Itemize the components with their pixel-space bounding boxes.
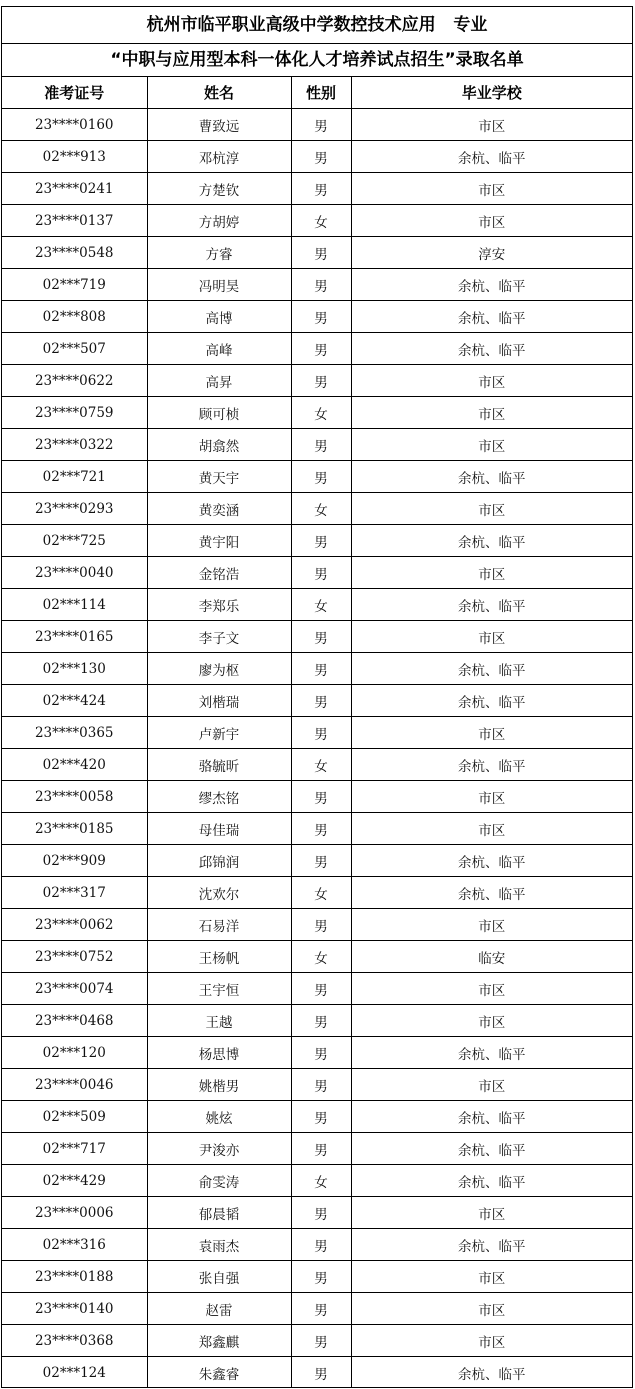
exam-id-cell: 02***509 (2, 1101, 147, 1133)
gender-cell: 男 (291, 237, 351, 269)
table-row (2, 1133, 632, 1165)
exam-id-cell: 23****0006 (2, 1197, 147, 1229)
school-cell: 余杭、临平 (351, 845, 632, 877)
table-row (2, 429, 632, 461)
gender-cell: 男 (291, 1229, 351, 1261)
exam-id-cell: 23****0040 (2, 557, 147, 589)
school-cell: 余杭、临平 (351, 589, 632, 621)
school-cell: 余杭、临平 (351, 1229, 632, 1261)
gender-cell: 男 (291, 525, 351, 557)
name-cell: 沈欢尔 (147, 877, 291, 909)
gender-cell: 男 (291, 1261, 351, 1293)
name-cell: 俞雯涛 (147, 1165, 291, 1197)
exam-id-cell: 02***719 (2, 269, 147, 301)
school-cell: 余杭、临平 (351, 525, 632, 557)
table-row (2, 237, 632, 269)
table-row (2, 1261, 632, 1293)
exam-id-cell: 02***808 (2, 301, 147, 333)
name-cell: 黄天宇 (147, 461, 291, 493)
table-row (2, 461, 632, 493)
gender-cell: 男 (291, 1069, 351, 1101)
name-cell: 姚楷男 (147, 1069, 291, 1101)
gender-cell: 女 (291, 749, 351, 781)
exam-id-cell: 23****0759 (2, 397, 147, 429)
gender-cell: 女 (291, 1165, 351, 1197)
school-cell: 余杭、临平 (351, 1165, 632, 1197)
school-cell: 余杭、临平 (351, 141, 632, 173)
school-cell: 市区 (351, 1005, 632, 1037)
column-header-name: 姓名 (147, 77, 291, 109)
gender-cell: 男 (291, 1357, 351, 1389)
exam-id-cell: 02***120 (2, 1037, 147, 1069)
exam-id-cell: 23****0058 (2, 781, 147, 813)
table-row (2, 1357, 632, 1389)
table-row (2, 269, 632, 301)
name-cell: 骆毓昕 (147, 749, 291, 781)
name-cell: 顾可桢 (147, 397, 291, 429)
school-cell: 市区 (351, 813, 632, 845)
name-cell: 王杨帆 (147, 941, 291, 973)
gender-cell: 男 (291, 685, 351, 717)
table-row (2, 301, 632, 333)
document-title: 杭州市临平职业高级中学数控技术应用 专业 (2, 7, 632, 44)
name-cell: 黄宇阳 (147, 525, 291, 557)
name-cell: 廖为枢 (147, 653, 291, 685)
table-row (2, 813, 632, 845)
school-cell: 市区 (351, 1197, 632, 1229)
table-row (2, 205, 632, 237)
table-row (2, 941, 632, 973)
document-subtitle: “中职与应用型本科一体化人才培养试点招生”录取名单 (2, 44, 632, 77)
table-row (2, 589, 632, 621)
exam-id-cell: 02***909 (2, 845, 147, 877)
school-cell: 市区 (351, 397, 632, 429)
column-header-gender: 性别 (291, 77, 351, 109)
table-row (2, 653, 632, 685)
exam-id-cell: 23****0160 (2, 109, 147, 141)
exam-id-cell: 23****0046 (2, 1069, 147, 1101)
gender-cell: 男 (291, 973, 351, 1005)
exam-id-cell: 02***124 (2, 1357, 147, 1389)
table-row (2, 621, 632, 653)
table-row (2, 1005, 632, 1037)
table-row (2, 557, 632, 589)
exam-id-cell: 23****0241 (2, 173, 147, 205)
name-cell: 胡翕然 (147, 429, 291, 461)
name-cell: 母佳瑞 (147, 813, 291, 845)
gender-cell: 男 (291, 333, 351, 365)
table-row (2, 173, 632, 205)
exam-id-cell: 23****0622 (2, 365, 147, 397)
table-row (2, 877, 632, 909)
school-cell: 市区 (351, 365, 632, 397)
table-row (2, 781, 632, 813)
school-cell: 市区 (351, 1325, 632, 1357)
gender-cell: 男 (291, 1101, 351, 1133)
school-cell: 余杭、临平 (351, 461, 632, 493)
gender-cell: 女 (291, 941, 351, 973)
name-cell: 方胡婷 (147, 205, 291, 237)
gender-cell: 男 (291, 781, 351, 813)
school-cell: 市区 (351, 429, 632, 461)
exam-id-cell: 23****0188 (2, 1261, 147, 1293)
name-cell: 李郑乐 (147, 589, 291, 621)
gender-cell: 男 (291, 269, 351, 301)
name-cell: 卢新宇 (147, 717, 291, 749)
exam-id-cell: 23****0293 (2, 493, 147, 525)
table-row (2, 397, 632, 429)
gender-cell: 男 (291, 717, 351, 749)
gender-cell: 男 (291, 141, 351, 173)
school-cell: 余杭、临平 (458, 1366, 526, 1383)
gender-cell: 男 (291, 173, 351, 205)
gender-cell: 男 (291, 845, 351, 877)
exam-id-cell: 23****0137 (2, 205, 147, 237)
table-row (2, 1229, 632, 1261)
school-cell: 淳安 (351, 237, 632, 269)
table-row (2, 909, 632, 941)
gender-cell: 男 (291, 1133, 351, 1165)
exam-id-cell: 23****0368 (2, 1325, 147, 1357)
gender-cell: 男 (291, 557, 351, 589)
school-cell: 余杭、临平 (351, 1101, 632, 1133)
table-row (2, 973, 632, 1005)
table-row (2, 749, 632, 781)
exam-id-cell: 02***429 (2, 1165, 147, 1197)
table-row (2, 1293, 632, 1325)
exam-id-cell: 02***316 (2, 1229, 147, 1261)
name-cell: 邱锦润 (147, 845, 291, 877)
table-row (2, 333, 632, 365)
gender-cell: 女 (291, 397, 351, 429)
name-cell: 方楚钦 (147, 173, 291, 205)
name-cell: 金铭浩 (147, 557, 291, 589)
exam-id-cell: 23****0548 (2, 237, 147, 269)
table-row (2, 1069, 632, 1101)
school-cell: 市区 (351, 205, 632, 237)
name-cell: 缪杰铭 (147, 781, 291, 813)
name-cell: 刘楷瑞 (147, 685, 291, 717)
school-cell: 余杭、临平 (351, 1133, 632, 1165)
name-cell: 高昇 (147, 365, 291, 397)
school-cell: 余杭、临平 (351, 685, 632, 717)
school-cell: 市区 (351, 557, 632, 589)
column-header-exam-id: 准考证号 (2, 77, 147, 109)
school-cell: 余杭、临平 (351, 301, 632, 333)
table-row (2, 1165, 632, 1197)
table-header-row (2, 77, 632, 109)
gender-cell: 女 (291, 589, 351, 621)
name-cell: 曹致远 (147, 109, 291, 141)
exam-id-cell: 02***507 (2, 333, 147, 365)
school-cell: 临安 (351, 941, 632, 973)
gender-cell: 男 (291, 461, 351, 493)
school-cell: 市区 (351, 1293, 632, 1325)
exam-id-cell: 23****0365 (2, 717, 147, 749)
table-body (2, 109, 632, 1389)
exam-id-cell: 02***721 (2, 461, 147, 493)
gender-cell: 男 (291, 1293, 351, 1325)
name-cell: 方睿 (147, 237, 291, 269)
exam-id-cell: 23****0185 (2, 813, 147, 845)
exam-id-cell: 23****0468 (2, 1005, 147, 1037)
table-row (2, 525, 632, 557)
name-cell: 袁雨杰 (147, 1229, 291, 1261)
table-row (2, 109, 632, 141)
admission-table (2, 77, 632, 1388)
name-cell: 郁晨韬 (147, 1197, 291, 1229)
exam-id-cell: 23****0062 (2, 909, 147, 941)
gender-cell: 男 (291, 301, 351, 333)
table-row (2, 1037, 632, 1069)
name-cell: 郑鑫麒 (147, 1325, 291, 1357)
name-cell: 高峰 (147, 333, 291, 365)
gender-cell: 男 (291, 1197, 351, 1229)
school-cell: 余杭、临平 (351, 333, 632, 365)
gender-cell: 男 (291, 429, 351, 461)
school-cell: 市区 (351, 1069, 632, 1101)
gender-cell: 男 (291, 653, 351, 685)
exam-id-cell: 23****0322 (2, 429, 147, 461)
table-row (2, 717, 632, 749)
exam-id-cell: 02***317 (2, 877, 147, 909)
gender-cell: 男 (291, 1037, 351, 1069)
gender-cell: 女 (291, 205, 351, 237)
gender-cell: 女 (291, 493, 351, 525)
school-cell: 余杭、临平 (351, 653, 632, 685)
school-cell: 余杭、临平 (351, 269, 632, 301)
school-cell: 市区 (351, 493, 632, 525)
gender-cell: 女 (291, 877, 351, 909)
name-cell: 黄奕涵 (147, 493, 291, 525)
exam-id-cell: 23****0752 (2, 941, 147, 973)
name-cell: 高博 (147, 301, 291, 333)
table-row (2, 1325, 632, 1357)
table-row (2, 685, 632, 717)
table-row (2, 1197, 632, 1229)
column-header-school: 毕业学校 (351, 77, 632, 109)
exam-id-cell: 23****0165 (2, 621, 147, 653)
exam-id-cell: 23****0140 (2, 1293, 147, 1325)
school-cell: 余杭、临平 (351, 1037, 632, 1069)
name-cell: 王宇恒 (147, 973, 291, 1005)
school-cell: 市区 (351, 621, 632, 653)
table-row (2, 365, 632, 397)
gender-cell: 男 (291, 621, 351, 653)
school-cell: 余杭、临平 (351, 877, 632, 909)
admission-list-document (1, 6, 633, 1388)
school-cell: 市区 (351, 717, 632, 749)
school-cell: 市区 (351, 1261, 632, 1293)
exam-id-cell: 02***420 (2, 749, 147, 781)
school-cell: 市区 (351, 973, 632, 1005)
school-cell: 市区 (351, 109, 632, 141)
name-cell: 姚炫 (147, 1101, 291, 1133)
school-cell: 余杭、临平 (351, 749, 632, 781)
name-cell: 石易洋 (147, 909, 291, 941)
gender-cell: 男 (291, 365, 351, 397)
exam-id-cell: 02***130 (2, 653, 147, 685)
exam-id-cell: 23****0074 (2, 973, 147, 1005)
name-cell: 尹浚亦 (147, 1133, 291, 1165)
name-cell: 赵雷 (147, 1293, 291, 1325)
table-row (2, 845, 632, 877)
name-cell: 王越 (147, 1005, 291, 1037)
exam-id-cell: 02***725 (2, 525, 147, 557)
name-cell: 张自强 (147, 1261, 291, 1293)
name-cell: 李子文 (147, 621, 291, 653)
exam-id-cell: 02***913 (2, 141, 147, 173)
gender-cell: 男 (291, 109, 351, 141)
name-cell: 邓杭淳 (147, 141, 291, 173)
exam-id-cell: 02***114 (2, 589, 147, 621)
table-row (2, 493, 632, 525)
table-row (2, 1101, 632, 1133)
school-cell: 市区 (351, 781, 632, 813)
exam-id-cell: 02***424 (2, 685, 147, 717)
gender-cell: 男 (291, 1325, 351, 1357)
exam-id-cell: 02***717 (2, 1133, 147, 1165)
gender-cell: 男 (291, 813, 351, 845)
school-cell: 市区 (351, 909, 632, 941)
gender-cell: 男 (291, 909, 351, 941)
gender-cell: 男 (291, 1005, 351, 1037)
school-cell: 市区 (351, 173, 632, 205)
table-row (2, 141, 632, 173)
name-cell: 冯明昊 (147, 269, 291, 301)
name-cell: 杨思博 (147, 1037, 291, 1069)
name-cell: 朱鑫睿 (147, 1357, 291, 1389)
